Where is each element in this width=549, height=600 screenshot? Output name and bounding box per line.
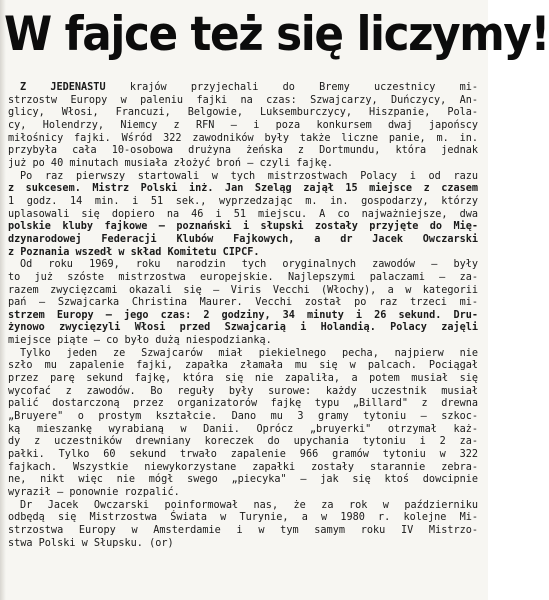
text-line: pałki. Tylko 60 sekund trwało zapalenie 966 gramów tytoniu w 322 [8,449,478,461]
text-line: przez parę sekund fajkę, która się nie zapaliła, a potem musiał się [8,373,478,385]
paragraph [8,348,478,500]
text-line: fajkach. Wszystkie niewykorzystane zapałki zostały starannie zebra- [8,461,478,473]
text-line: uplasowali się dopiero na 46 i 51 miejscu. A co najważniejsze, dwa [8,208,478,220]
text-line: to już szóste mistrzostwa europejskie. Najlepszymi palaczami — za- [8,271,478,283]
text-line: Od roku 1969, roku narodzin tych oryginalnych zawodów — były [20,259,478,271]
text-line: Po raz pierwszy startowali w tych mistrzostwach Polacy i od razu [20,170,478,182]
text-line: z sukcesem. Mistrz Polski inż. Jan Szeląg zajął 15 miejsce z czasem [8,183,478,195]
text-line: Dr Jacek Owczarski poinformował nas, że za rok w październiku [20,499,478,511]
text-line: żynowo zwycięzyli Włosi przed Szwajcarią i Holandią. Polacy zajęli [8,322,478,334]
text-line: strzostwa Europy w Amsterdamie i w tym samym roku IV Mistrzo- [8,524,478,536]
text-line: z Poznania wszedł w skład Komitetu CIPCF. [8,246,260,258]
text-line: strzem Europy — jego czas: 2 godziny, 34 minuty i 26 sekund. Dru- [8,309,478,321]
text-line-content: krajów przyjechali do Bremy uczestnicy mi- [105,82,478,93]
text-line: wyraził — ponownie rozpalić. [8,487,180,498]
text-line: odbędą się Mistrzostwa Świata w Turynie, a w 1980 r. kolejne Mi- [8,512,478,524]
text-line: ne, nikt więc nie mógł swego „piecyka" — jak się ktoś dowcipnie [8,474,478,486]
text-line: glicy, Włosi, Francuzi, Belgowie, Luksemburczycy, Hiszpanie, Pola- [8,107,478,119]
text-line: szło mu zapalenie fajki, zapałka złamała mu się w palcach. Pociągał [8,360,478,372]
paragraph [8,171,478,260]
headline: W fajce też się liczymy! [4,7,549,62]
text-line: dzynarodowej Federacji Klubów Fajkowych, a dr Jacek Owczarski [8,233,478,245]
text-line: razem zwycięzcami okazali się — Viris Vecchi (Włochy), a w kategorii [8,284,478,296]
text-line [8,82,478,95]
text-line: ką mieszankę wyrabianą w Danii. Oprócz „bruyerki" otrzymał każ- [8,423,478,435]
text-line: Tylko jeden ze Szwajcarów miał piekielnego pecha, najpierw nie [20,347,478,359]
text-line: miejsce piąte — co było dużą niespodzianką. [8,335,272,347]
paragraph [8,82,478,171]
text-line: cy, Holendrzy, Niemcy z RFN — i poza konkursem dwaj japońscy [8,119,478,131]
text-line: polskie kluby fajkowe — poznański i słupski zostały przyjęte do Mię- [8,221,478,233]
paragraph [8,259,478,348]
text-line: wycofać z zawodów. Bo reguły były surowe: każdy uczestnik musiał [8,385,478,397]
text-line: miłośnicy fajki. Wśród 322 zawodników były także liczne panie, m. in. [8,132,478,144]
lead-in: Z JEDENASTU [20,82,106,93]
text-line: palić dostarczoną przez organizatorów fajkę typu „Billard" z drewna [8,398,478,410]
article-body [8,82,478,550]
text-line: 1 godz. 14 min. i 51 sek., wyprzedzając m. in. gospodarzy, którzy [8,195,478,207]
paragraph [8,500,478,551]
text-line: już po 40 minutach musiała złożyć broń — czyli fajkę. [8,157,334,169]
text-line: strzostw Europy w paleniu fajki na czas: Szwajcarzy, Duńczycy, An- [8,94,478,106]
text-line: przybyła cała 10-osobowa drużyna żeńska z Dortmundu, która jednak [8,145,478,157]
text-line: pań — Szwajcarka Christina Maurer. Vecchi został po raz trzeci mi- [8,297,478,309]
text-line: stwa Polski w Słupsku. (or) [8,537,174,549]
text-line: „Bruyere" o prostym kształcie. Dano mu 3 gramy tytoniu — szkoc- [8,411,478,423]
scan-edge [0,0,6,600]
text-line: dy z uczestników drewniany koreczek do upychania tytoniu i 2 za- [8,436,478,448]
